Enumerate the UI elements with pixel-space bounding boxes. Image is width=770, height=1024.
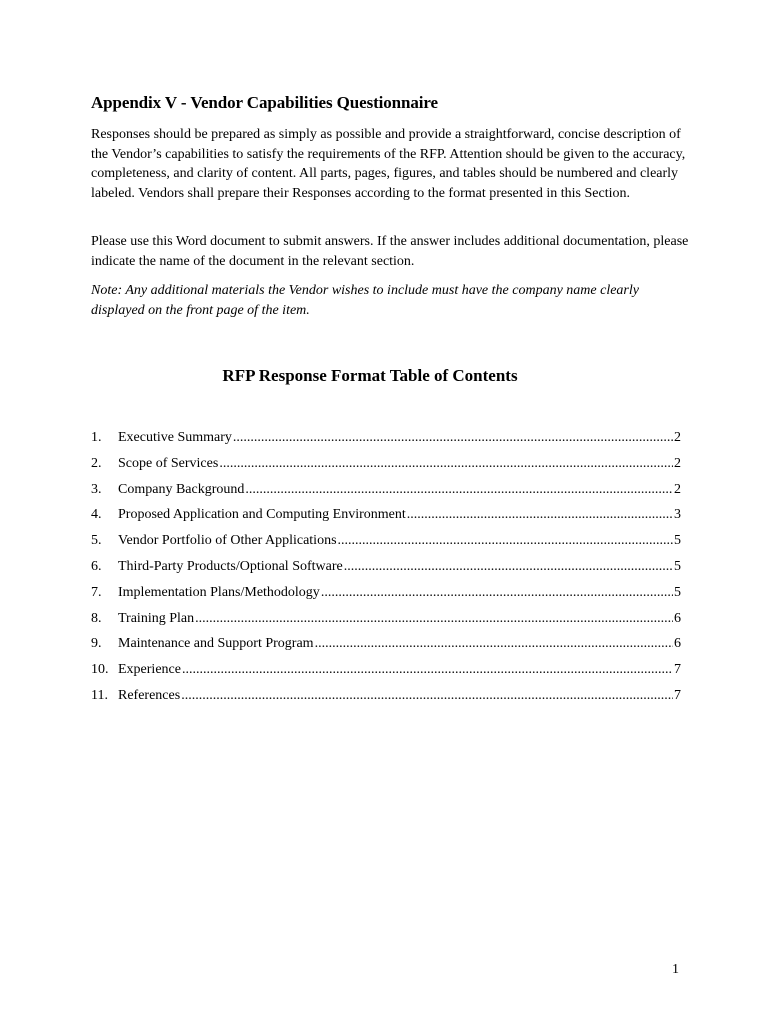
toc-entry[interactable] — [91, 660, 681, 686]
toc-entry-label: Training Plan — [118, 610, 195, 626]
dot-leader — [181, 686, 673, 705]
page-number: 1 — [672, 962, 679, 977]
toc-entry-page: 2 — [674, 455, 681, 471]
dot-leader — [315, 634, 673, 653]
toc-entry-label: Vendor Portfolio of Other Applications — [118, 533, 337, 549]
toc-entry[interactable] — [91, 505, 681, 531]
toc-entry-label: Implementation Plans/Methodology — [118, 584, 320, 600]
toc-entry[interactable] — [91, 480, 681, 506]
toc-entry[interactable] — [91, 634, 681, 660]
toc-entry-page: 3 — [674, 507, 681, 523]
toc-entry-number: 9. — [91, 636, 102, 652]
dot-leader — [182, 660, 673, 679]
page-title: Appendix V - Vendor Capabilities Questionnaire — [91, 93, 438, 112]
toc-entry-page: 7 — [674, 662, 681, 678]
toc-entry-page: 2 — [674, 430, 681, 445]
toc-entry-page: 7 — [674, 687, 681, 703]
toc-entry-label: Scope of Services — [118, 455, 219, 471]
dot-leader — [233, 428, 673, 447]
toc-entry-number: 10. — [91, 662, 109, 678]
toc-entry[interactable] — [91, 583, 681, 609]
toc-entry-number: 1. — [91, 430, 102, 445]
toc-entry[interactable] — [91, 609, 681, 635]
toc-entry[interactable] — [91, 454, 681, 480]
toc-entry-label: Maintenance and Support Program — [118, 636, 314, 652]
dot-leader — [195, 609, 673, 628]
toc-title: RFP Response Format Table of Contents — [222, 366, 518, 385]
toc-entry-page: 2 — [674, 481, 681, 497]
toc-entry-number: 5. — [91, 533, 102, 549]
note-paragraph: Note: Any additional materials the Vendor wishes to include must have the company name clearly displayed on the front page of the item. — [91, 283, 639, 318]
toc-entry-number: 8. — [91, 610, 102, 626]
submission-paragraph: Please use this Word document to submit answers. If the answer includes additional documentation, please indicate the name of the document in the relevant section. — [91, 234, 689, 269]
toc-entry-number: 2. — [91, 455, 102, 471]
toc-entry-page: 5 — [674, 558, 681, 574]
instructions-paragraph: Responses should be prepared as simply as possible and provide a straightforward, concise description of the Vendor’s capabilities to satisfy the requirements of the RFP. Attention should be given to the accuracy, completeness, and clarity of content. All parts, pages, figures, and tables should be numbered and clearly labeled. Vendors shall prepare their Responses according to the format presented in this Section. — [91, 127, 686, 201]
toc-entry[interactable] — [91, 557, 681, 583]
toc-entry-label: References — [118, 687, 181, 703]
toc-entry-number: 7. — [91, 584, 102, 600]
toc-entry[interactable] — [91, 686, 681, 712]
toc-entry-page: 5 — [674, 584, 681, 600]
toc-entry-number: 3. — [91, 481, 102, 497]
toc-entry-page: 5 — [674, 533, 681, 549]
toc-entry-page: 6 — [674, 610, 681, 626]
toc-entry-label: Company Background — [118, 481, 245, 497]
toc-entry-number: 6. — [91, 558, 102, 574]
toc-entry-label: Executive Summary — [118, 430, 232, 445]
dot-leader — [219, 454, 673, 473]
toc-entry-number: 4. — [91, 507, 102, 523]
dot-leader — [407, 505, 673, 524]
dot-leader — [321, 583, 673, 602]
dot-leader — [338, 531, 673, 550]
toc-entry-label: Proposed Application and Computing Environment — [118, 507, 406, 523]
toc-entry-page: 6 — [674, 636, 681, 652]
toc-entry[interactable] — [91, 531, 681, 557]
toc-entry-label: Experience — [118, 662, 181, 678]
toc-entry-number: 11. — [91, 687, 108, 703]
toc-entry-label: Third-Party Products/Optional Software — [118, 558, 343, 574]
toc-entry[interactable] — [91, 428, 681, 454]
dot-leader — [245, 480, 673, 499]
dot-leader — [344, 557, 673, 576]
table-of-contents — [91, 428, 681, 712]
